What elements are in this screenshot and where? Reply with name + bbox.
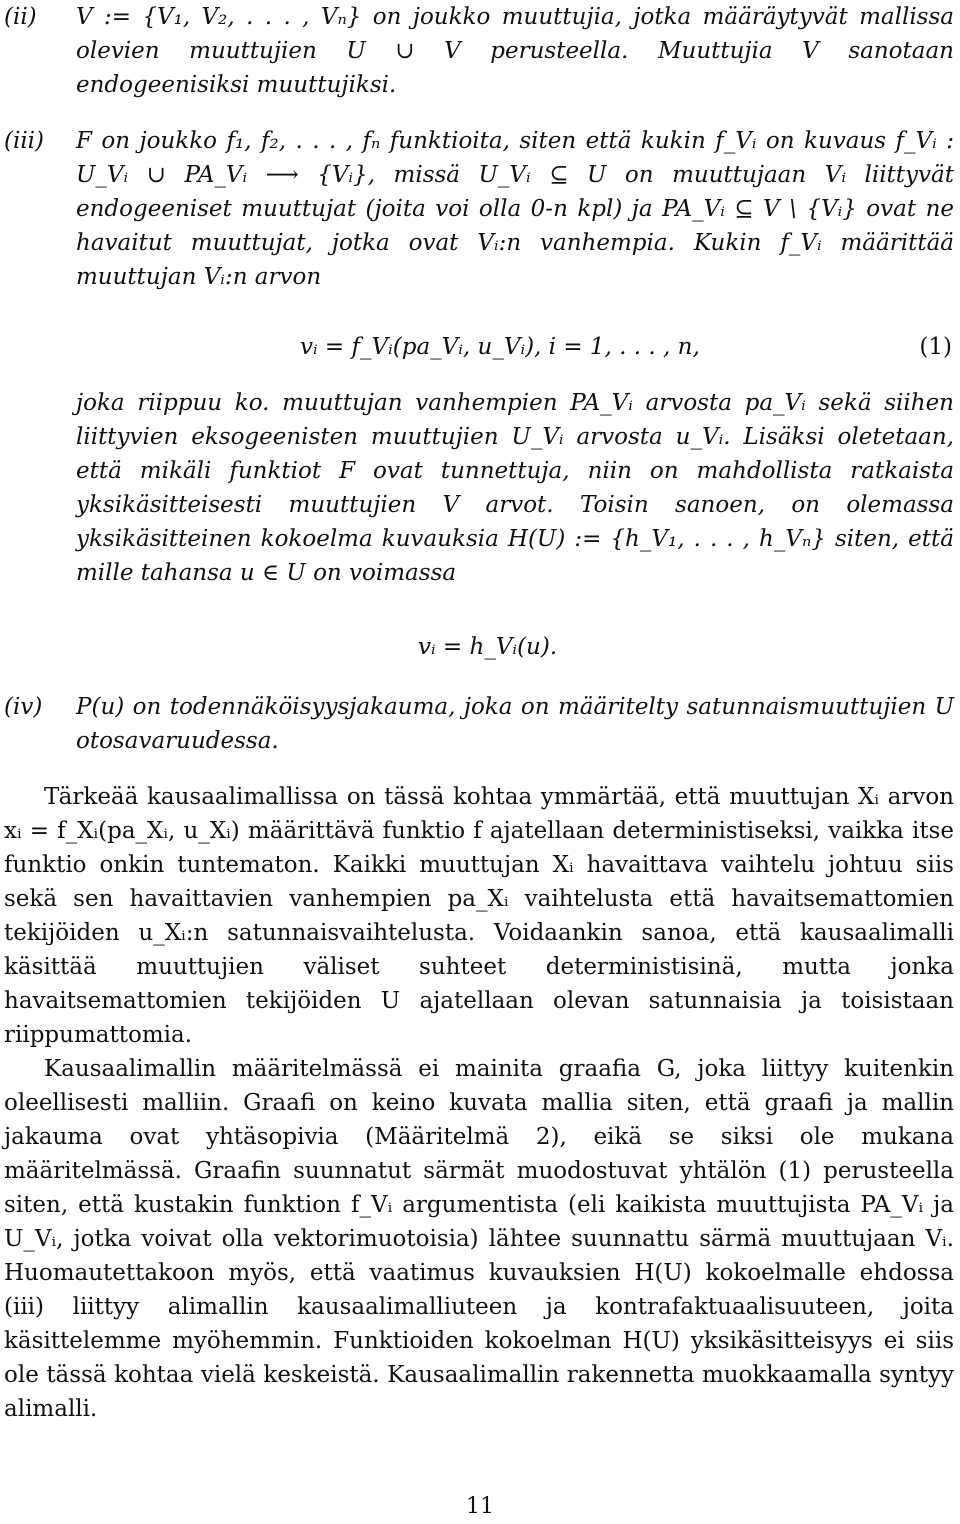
item-text: F on joukko f₁, f₂, . . . , fₙ funktioita, siten että kukin f_Vᵢ on kuvaus f_Vᵢ : U_Vᵢ ∪ PA_Vᵢ ⟶ {Vᵢ}, missä U_Vᵢ ⊆ U on muuttujaan Vᵢ liittyvät endogeeniset muuttujat (joita voi olla 0-n kpl) ja PA_Vᵢ ⊆ V \ {Vᵢ} ovat ne havaitut muuttujat, jotka ovat Vᵢ:n vanhempia. Kukin f_Vᵢ määrittää muuttujan Vᵢ:n arvon	[76, 128, 954, 290]
body-text	[4, 780, 954, 1426]
definition-item-iv	[4, 690, 954, 758]
equation-2: vᵢ = h_Vᵢ(u).	[418, 634, 558, 660]
definition-item-ii	[4, 0, 954, 102]
definition-item-iii	[4, 124, 954, 294]
item-label: (iv)	[4, 694, 43, 720]
paragraph: Kausaalimallin määritelmässä ei mainita graafia G, joka liittyy kuitenkin oleellisesti malliin. Graafi on keino kuvata mallia siten, että graafi ja mallin jakauma ovat yhtäsopivia (Määritelmä 2), eikä se siksi ole mukana määritelmässä. Graafin suunnatut särmät muodostuvat yhtälön (1) perusteella siten, että kustakin funktion f_Vᵢ argumentista (eli kaikista muuttujista PA_Vᵢ ja U_Vᵢ, jotka voivat olla vektorimuotoisia) lähtee suunnattu särmä muuttujaan Vᵢ. Huomautettakoon myös, että vaatimus kuvauksien H(U) kokoelmalle ehdossa (iii) liittyy alimallin kausaalimalliuteen ja kontrafaktuaalisuuteen, joita käsittelemme myöhemmin. Funktioiden kokoelman H(U) yksikäsitteisyys ei siis ole tässä kohtaa vielä keskeistä. Kausaalimallin rakennetta muokkaamalla syntyy alimalli.	[4, 1056, 954, 1422]
paragraph: Tärkeää kausaalimallissa on tässä kohtaa ymmärtää, että muuttujan Xᵢ arvon xᵢ = f_Xᵢ(pa_Xᵢ, u_Xᵢ) määrittävä funktio f ajatellaan deterministiseksi, vaikka itse funktio onkin tuntematon. Kaikki muuttujan Xᵢ havaittava vaihtelu johtuu siis sekä sen havaittavien vanhempien pa_Xᵢ vaihtelusta että havaitsemattomien tekijöiden u_Xᵢ:n satunnaisvaihtelusta. Voidaankin sanoa, että kausaalimalli käsittää muuttujien väliset suhteet deterministisinä, mutta jonka havaitsemattomien tekijöiden U ajatellaan olevan satunnaisia ja toisistaan riippumattomia.	[4, 784, 954, 1048]
definition-item-iii-continued	[4, 386, 954, 590]
item-text-after: joka riippuu ko. muuttujan vanhempien PA_Vᵢ arvosta pa_Vᵢ sekä siihen liittyvien eksogeenisten muuttujien U_Vᵢ arvosta u_Vᵢ. Lisäksi oletetaan, että mikäli funktiot F ovat tunnettuja, niin on mahdollista ratkaista yksikäsitteisesti muuttujien V arvot. Toisin sanoen, on olemassa yksikäsitteinen kokoelma kuvauksia H(U) := {h_V₁, . . . , h_Vₙ} siten, että mille tahansa u ∈ U on voimassa	[76, 390, 954, 586]
page-number: 11	[466, 1494, 494, 1519]
item-label: (ii)	[4, 4, 37, 30]
equation-number: (1)	[919, 334, 952, 360]
item-text: V := {V₁, V₂, . . . , Vₙ} on joukko muuttujia, jotka määräytyvät mallissa olevien muuttujien U ∪ V perusteella. Muuttujia V sanotaan endogeenisiksi muuttujiksi.	[76, 4, 954, 98]
item-label: (iii)	[4, 128, 45, 154]
item-text: P(u) on todennäköisyysjakauma, joka on määritelty satunnaismuuttujien U otosavaruudessa.	[76, 694, 954, 754]
equation-1: vᵢ = f_Vᵢ(pa_Vᵢ, u_Vᵢ), i = 1, . . . , n,	[300, 334, 700, 360]
